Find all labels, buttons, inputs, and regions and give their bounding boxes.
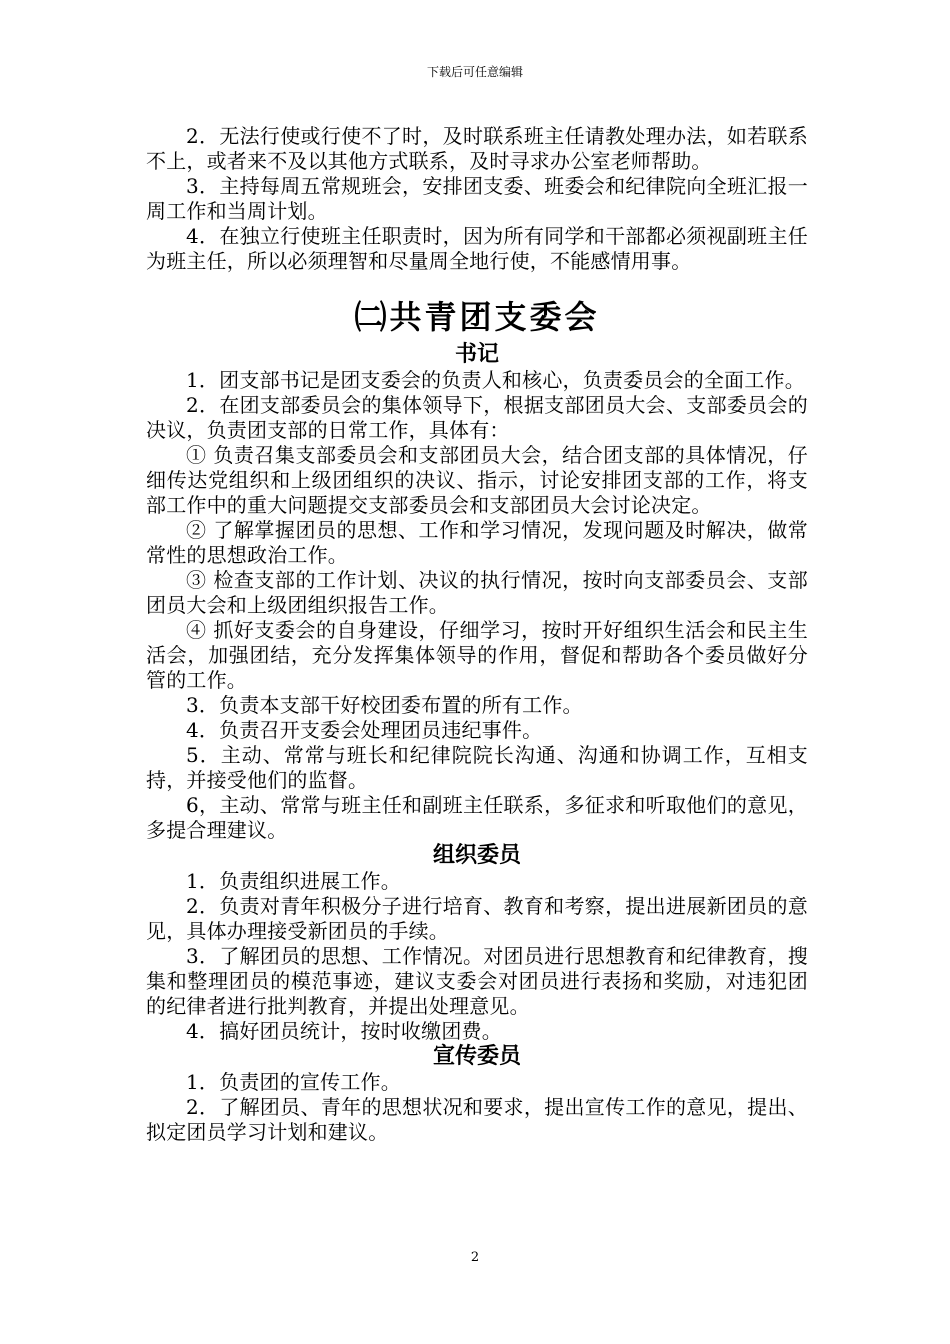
paragraph: ③ 检查支部的工作计划、决议的执行情况，按时向支部委员会、支部团员大会和上级团组织报告工作。	[146, 568, 808, 617]
paragraph: 2．了解团员、青年的思想状况和要求，提出宣传工作的意见，提出、拟定团员学习计划和建议。	[146, 1095, 808, 1144]
paragraph: ② 了解掌握团员的思想、工作和学习情况，发现问题及时解决，做常常性的思想政治工作。	[146, 518, 808, 567]
page-header: 下载后可任意编辑	[426, 65, 523, 79]
paragraph: 3．负责本支部干好校团委布置的所有工作。	[186, 693, 583, 717]
organization-heading: 组织委员	[432, 843, 521, 868]
paragraph: 3．了解团员的思想、工作情况。对团员进行思想教育和纪律教育，搜集和整理团员的模范事迹，建议支委会对团员进行表扬和奖励，对违犯团的纪律者进行批判教育，并提出处理意见。	[146, 944, 808, 1018]
paragraph: 5．主动、常常与班长和纪律院院长沟通、沟通和协调工作，互相支持，并接受他们的监督。	[146, 743, 808, 792]
paragraph: 1．团支部书记是团支委会的负责人和核心，负责委员会的全面工作。	[186, 368, 805, 392]
paragraph: 2．无法行使或行使不了时，及时联系班主任请教处理办法，如若联系不上，或者来不及以其他方式联系，及时寻求办公室老师帮助。	[146, 124, 808, 173]
section-title: ㈡共青团支委会	[354, 298, 600, 336]
paragraph: 3．主持每周五常规班会，安排团支委、班委会和纪律院向全班汇报一周工作和当周计划。	[146, 174, 808, 223]
paragraph: 6，主动、常常与班主任和副班主任联系，多征求和听取他们的意见，多提合理建议。	[146, 793, 808, 842]
paragraph: 2．负责对青年积极分子进行培育、教育和考察，提出进展新团员的意见，具体办理接受新团员的手续。	[146, 894, 808, 943]
paragraph: 2．在团支部委员会的集体领导下，根据支部团员大会、支部委员会的决议，负责团支部的日常工作，具体有：	[146, 393, 808, 442]
paragraph: 4．在独立行使班主任职责时，因为所有同学和干部都必须视副班主任为班主任，所以必须理智和尽量周全地行使，不能感情用事。	[146, 224, 808, 273]
paragraph: 4．搞好团员统计，按时收缴团费。	[186, 1019, 502, 1043]
page-number: 2	[470, 1250, 480, 1265]
publicity-heading: 宣传委员	[432, 1044, 521, 1069]
paragraph: ④ 抓好支委会的自身建设，仔细学习，按时开好组织生活会和民主生活会，加强团结，充分发挥集体领导的作用，督促和帮助各个委员做好分管的工作。	[146, 618, 808, 692]
secretary-heading: 书记	[454, 342, 499, 367]
paragraph: 1．负责团的宣传工作。	[186, 1070, 401, 1094]
paragraph: ① 负责召集支部委员会和支部团员大会，结合团支部的具体情况，仔细传达党组织和上级团组织的决议、指示，讨论安排团支部的工作，将支部工作中的重大问题提交支部委员会和支部团员大会讨论决定。	[146, 443, 808, 517]
document-body	[146, 124, 808, 1145]
paragraph: 4．负责召开支委会处理团员违纪事件。	[186, 718, 543, 742]
paragraph: 1．负责组织进展工作。	[186, 869, 401, 893]
